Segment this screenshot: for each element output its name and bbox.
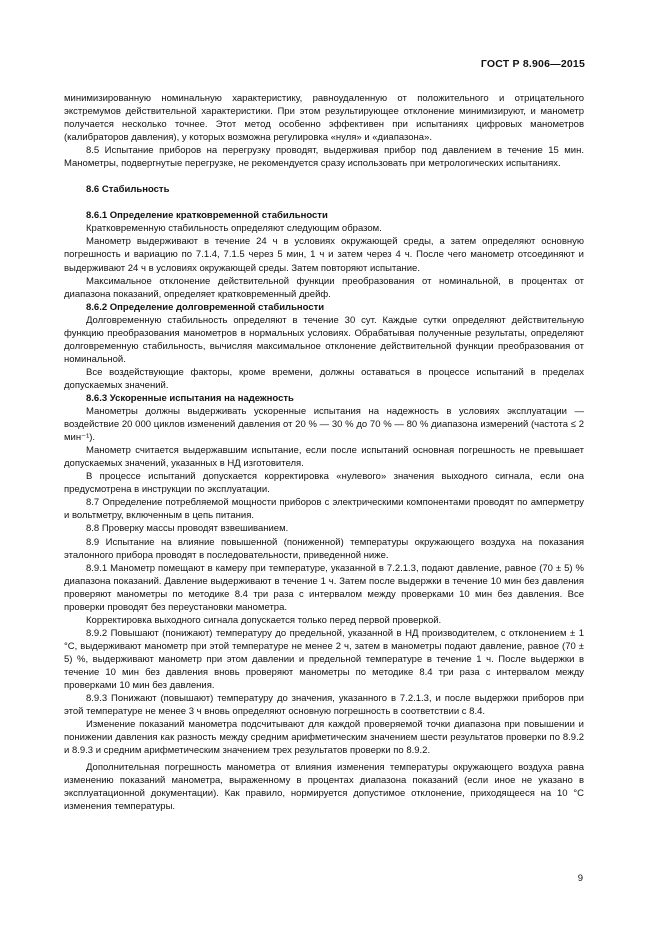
document-body xyxy=(64,92,584,813)
paragraph: 8.8 Проверку массы проводят взвешиванием. xyxy=(86,523,289,535)
paragraph: 8.7 Определение потребляемой мощности приборов с электрическими компонентами проводят по амперметру и вольтметру, включенным в цепь питания. xyxy=(64,497,584,522)
paragraph: 8.5 Испытание приборов на перегрузку проводят, выдерживая прибор под давлением в течение 15 мин. Манометры, подвергнутые перегрузке, не рекомендуется сразу использовать при метрологических испытаниях. xyxy=(64,145,584,170)
paragraph: 8.9 Испытание на влияние повышенной (пониженной) температуры окружающего воздуха на показания эталонного прибора проводят в последовательности, приведенной ниже. xyxy=(64,536,584,561)
paragraph: Манометры должны выдерживать ускоренные испытания на надежность в условиях эксплуатации — воздействие 20 000 циклов изменений давления от 20 % — 30 % до 70 % — 80 % диапазона измерений (частота ≤ 2 мин⁻¹). xyxy=(64,406,584,444)
paragraph: Кратковременную стабильность определяют следующим образом. xyxy=(86,223,382,235)
paragraph: Манометр выдерживают в течение 24 ч в условиях окружающей среды, а затем определяют основную погрешность и вариацию по 7.1.4, 7.1.5 через 5 мин, 1 ч и затем через 4 ч. После чего манометр отсоединяют и выдерживают 24 ч в условиях окружающей среды. Затем повторяют испытание. xyxy=(64,236,584,274)
paragraph: Манометр считается выдержавшим испытание, если после испытаний основная погрешность не превышает допускаемых значений, указанных в НД изготовителя. xyxy=(64,445,584,470)
subsection-heading: 8.6.2 Определение долговременной стабильности xyxy=(86,301,325,313)
paragraph: Все воздействующие факторы, кроме времени, должны оставаться в процессе испытаний в пределах допускаемых значений. xyxy=(64,366,584,391)
paragraph: минимизированную номинальную характеристику, равноудаленную от положительного и отрицательного экстремумов действительной характеристики. При этом результирующее отклонение минимизируют, и манометр получается несколько точнее. Этот метод особенно эффективен при испытаниях цифровых манометров (калибраторов давления), у которых возможна регулировка «нуля» и «диапазона». xyxy=(64,93,584,144)
subsection-heading: 8.6.3 Ускоренные испытания на надежность xyxy=(86,392,294,404)
section-heading: 8.6 Стабильность xyxy=(86,184,170,196)
paragraph: 8.9.1 Манометр помещают в камеру при температуре, указанной в 7.2.1.3, подают давление, равное (70 ± 5) % диапазона показаний. Давление выдерживают в течение 1 ч. Затем после выдержки в течение 10 мин без давления проверяют манометры по методике 8.4 три раза с интервалом между проверками 10 мин без давления. Все проверки проводят без переустановки манометра. xyxy=(64,562,584,613)
paragraph: В процессе испытаний допускается корректировка «нулевого» значения выходного сигнала, если она предусмотрена в инструкции по эксплуатации. xyxy=(64,471,584,496)
spacer xyxy=(64,170,584,183)
paragraph: 8.9.2 Повышают (понижают) температуру до предельной, указанной в НД производителем, с отклонением ± 1 °С, выдерживают манометр при этой температуре не менее 2 ч, затем в манометры подают давление, равное (70 ± 5) %, выдерживают манометр при этом давлении и предельной температуре в течение 1 ч. После выдержки в течение 10 мин без давления вновь проверяют манометры по методике 8.4 три раза с интервалом между проверками 10 мин без давления. xyxy=(64,627,584,692)
standard-header: ГОСТ Р 8.906—2015 xyxy=(480,58,585,70)
paragraph: 8.9.3 Понижают (повышают) температуру до значения, указанного в 7.2.1.3, и после выдержки приборов при этой температуре не менее 3 ч вновь определяют основную погрешность в соответствии с 8.4. xyxy=(64,693,584,718)
paragraph: Максимальное отклонение действительной функции преобразования от номинальной, в процентах от диапазона показаний, определяет кратковременный дрейф. xyxy=(64,275,584,300)
page-number: 9 xyxy=(577,873,583,884)
paragraph: Дополнительная погрешность манометра от влияния изменения температуры окружающего воздуха равна изменению показаний манометра, выраженному в процентах диапазона показаний (если иное не указано в эксплуатационной документации). Как правило, нормируется допустимое отклонение, приходящееся на 10 °С изменения температуры. xyxy=(64,762,584,813)
subsection-heading: 8.6.1 Определение кратковременной стабильности xyxy=(86,210,328,222)
paragraph: Изменение показаний манометра подсчитывают для каждой проверяемой точки диапазона при повышении и понижении давления как разность между средним арифметическим значением шести результатов проверки по 8.9.2 и 8.9.3 и средним арифметическим значением трех результатов проверки по 8.9.2. xyxy=(64,719,584,757)
paragraph: Долговременную стабильность определяют в течение 30 сут. Каждые сутки определяют действительную функцию преобразования манометров в нормальных условиях. Обрабатывая полученные результаты, определяют долговременную стабильность, вычисляя максимальное отклонение действительной функции преобразования от номинальной. xyxy=(64,314,584,365)
spacer xyxy=(64,196,584,209)
paragraph: Корректировка выходного сигнала допускается только перед первой проверкой. xyxy=(86,614,442,626)
